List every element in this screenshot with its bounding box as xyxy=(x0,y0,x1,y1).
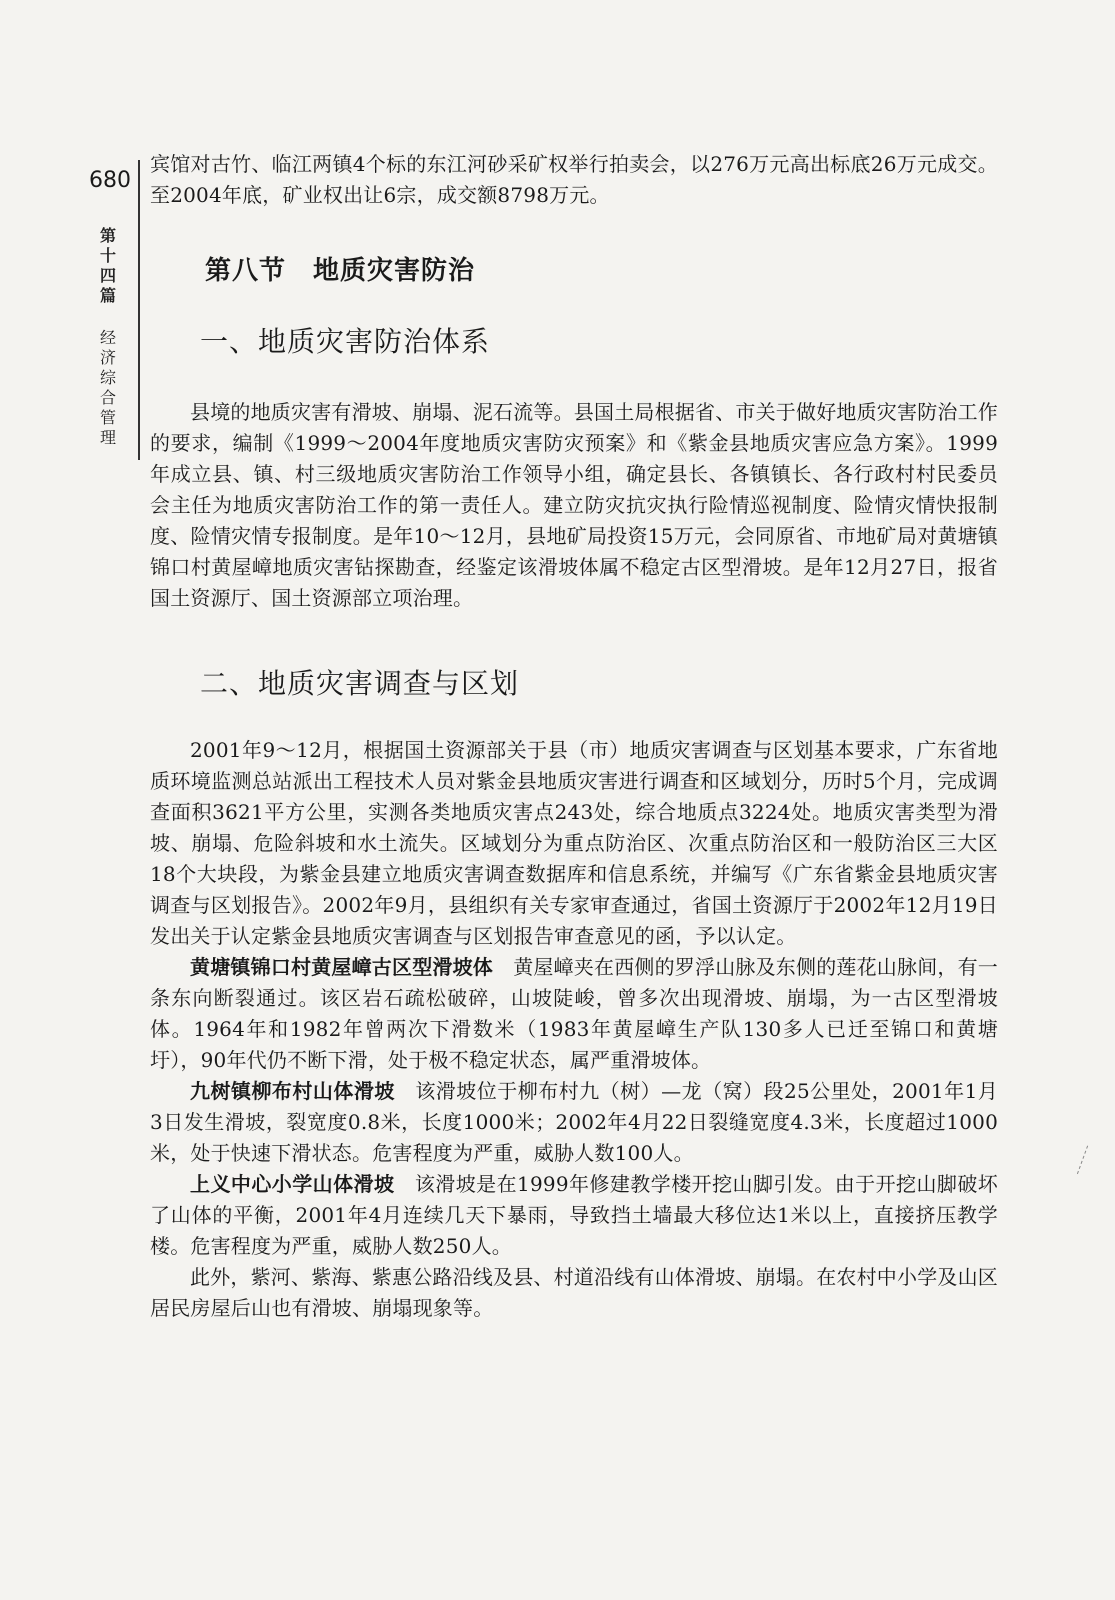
continuation-paragraph: 宾馆对古竹、临江两镇4个标的东江河砂采矿权举行拍卖会，以276万元高出标底26万元成交。至2004年底，矿业权出让6宗，成交额8798万元。 xyxy=(150,152,998,207)
top-continuation xyxy=(150,149,998,211)
subsection-1-body xyxy=(150,397,998,614)
entry-landslide-1 xyxy=(150,952,998,1076)
paragraph: 2001年9～12月，根据国土资源部关于县（市）地质灾害调查与区划基本要求，广东省地质环境监测总站派出工程技术人员对紫金县地质灾害进行调查和区域划分，历时5个月，完成调查面积3621平方公里，实测各类地质灾害点243处，综合地质点3224处。地质灾害类型为滑坡、崩塌、危险斜坡和水土流失。区域划分为重点防治区、次重点防治区和一般防治区三大区18个大块段，为紫金县建立地质灾害调查数据库和信息系统，并编写《广东省紫金县地质灾害调查与区划报告》。2002年9月，县组织有关专家审查通过，省国土资源厅于2002年12月19日发出关于认定紫金县地质灾害调查与区划报告审查意见的函，予以认定。 xyxy=(150,738,998,948)
entry-landslide-3 xyxy=(150,1169,998,1262)
subsection-title-1: 一、地质灾害防治体系 xyxy=(200,325,491,358)
entry-heading: 黄塘镇锦口村黄屋嶂古区型滑坡体 xyxy=(190,955,493,979)
entry-text: 黄屋嶂夹在西侧的罗浮山脉及东侧的莲花山脉间，有一条东向断裂通过。该区岩石疏松破碎，山坡陡峻，曾多次出现滑坡、崩塌，为一古区型滑坡体。1964年和1982年曾两次下滑数米（1983年黄屋嶂生产队130多人已迁至锦口和黄塘圩），90年代仍不断下滑，处于极不稳定状态，属严重滑坡体。 xyxy=(150,955,998,1072)
subsection-2-body xyxy=(150,735,998,1324)
entry-text: 该滑坡位于柳布村九（树）—龙（窝）段25公里处，2001年1月3日发生滑坡，裂宽度0.8米，长度1000米；2002年4月22日裂缝宽度4.3米，长度超过1000米，处于快速下滑状态。危害程度为严重，威胁人数100人。 xyxy=(150,1079,998,1165)
section-title: 第八节 地质灾害防治 xyxy=(205,256,476,286)
running-head-title: 经济综合管理 xyxy=(99,328,116,447)
entry-landslide-2 xyxy=(150,1076,998,1169)
page-number: 680 xyxy=(89,168,131,193)
entry-heading: 上义中心小学山体滑坡 xyxy=(190,1172,395,1196)
running-head-part: 第十四篇 xyxy=(99,226,116,305)
paragraph: 县境的地质灾害有滑坡、崩塌、泥石流等。县国土局根据省、市关于做好地质灾害防治工作的要求，编制《1999～2004年度地质灾害防灾预案》和《紫金县地质灾害应急方案》。1999年成立县、镇、村三级地质灾害防治工作领导小组，确定县长、各镇镇长、各行政村村民委员会主任为地质灾害防治工作的第一责任人。建立防灾抗灾执行险情巡视制度、险情灾情快报制度、险情灾情专报制度。是年10～12月，县地矿局投资15万元，会同原省、市地矿局对黄塘镇锦口村黄屋嶂地质灾害钻探勘查，经鉴定该滑坡体属不稳定古区型滑坡。是年12月27日，报省国土资源厅、国土资源部立项治理。 xyxy=(150,400,998,610)
margin-column xyxy=(86,160,140,460)
entry-heading: 九树镇柳布村山体滑坡 xyxy=(190,1079,395,1103)
scan-mark xyxy=(1077,1146,1089,1175)
paragraph: 此外，紫河、紫海、紫惠公路沿线及县、村道沿线有山体滑坡、崩塌。在农村中小学及山区居民房屋后山也有滑坡、崩塌现象等。 xyxy=(150,1265,998,1320)
subsection-title-2: 二、地质灾害调查与区划 xyxy=(200,667,520,700)
entry-text: 该滑坡是在1999年修建教学楼开挖山脚引发。由于开挖山脚破坏了山体的平衡，2001年4月连续几天下暴雨，导致挡土墙最大移位达1米以上，直接挤压教学楼。危害程度为严重，威胁人数250人。 xyxy=(150,1172,998,1258)
